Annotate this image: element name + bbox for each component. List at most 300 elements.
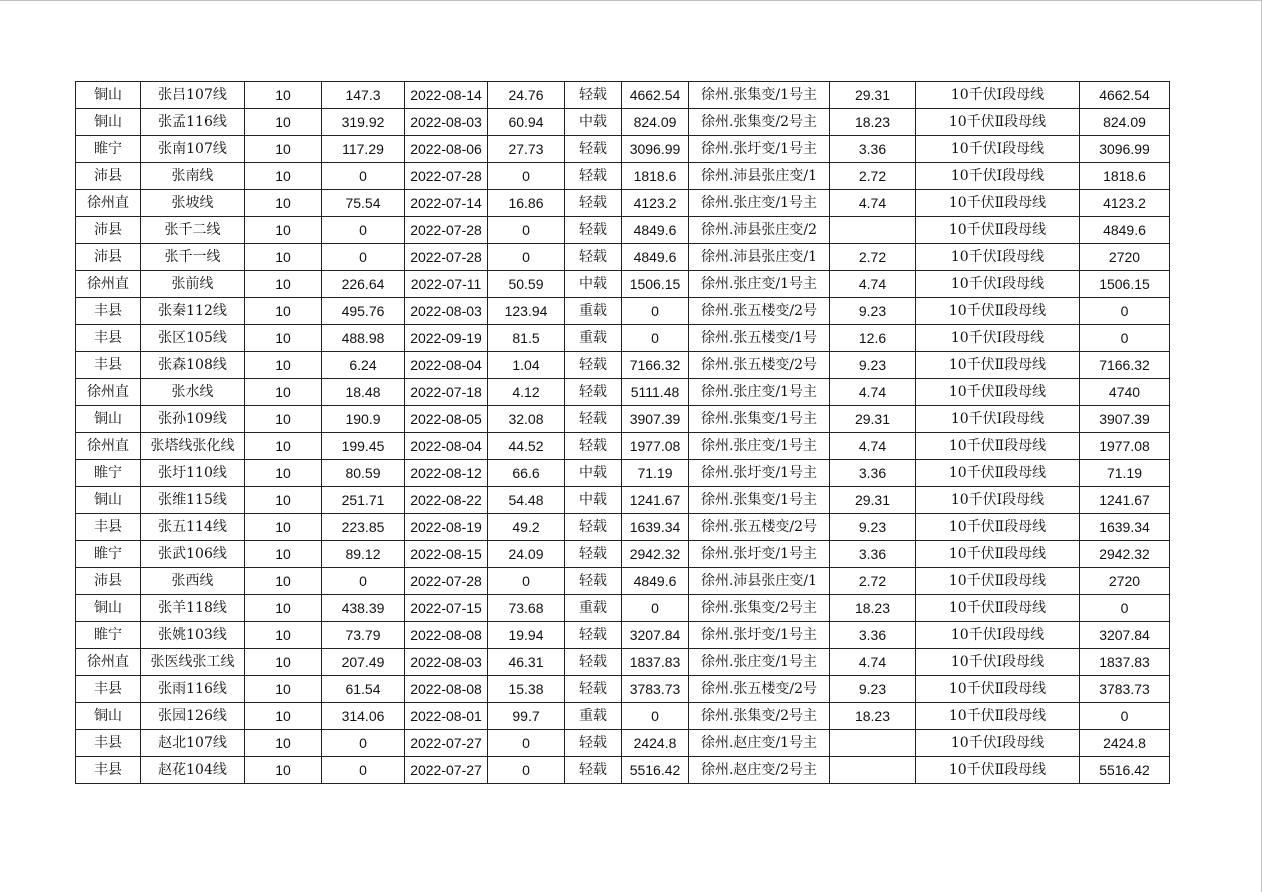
cell-allowable-capacity: 5516.42 <box>1080 757 1170 784</box>
cell-busbar: 10千伏Ⅰ段母线 <box>916 622 1080 649</box>
cell-busbar: 10千伏Ⅰ段母线 <box>916 487 1080 514</box>
cell-transformer-load-rate: 18.23 <box>830 109 916 136</box>
cell-load-rate: 60.94 <box>488 109 565 136</box>
cell-load-rate: 0 <box>488 757 565 784</box>
cell-busbar: 10千伏Ⅰ段母线 <box>916 649 1080 676</box>
cell-line-name: 张维115线 <box>141 487 245 514</box>
cell-max-current: 223.85 <box>322 514 405 541</box>
cell-busbar: 10千伏Ⅰ段母线 <box>916 271 1080 298</box>
cell-available-capacity: 1818.6 <box>622 163 689 190</box>
cell-busbar: 10千伏Ⅰ段母线 <box>916 244 1080 271</box>
table-row <box>76 433 1170 460</box>
cell-region: 睢宁 <box>76 622 141 649</box>
cell-line-name: 张南线 <box>141 163 245 190</box>
cell-date: 2022-07-18 <box>405 379 488 406</box>
cell-voltage: 10 <box>245 595 322 622</box>
cell-region: 丰县 <box>76 757 141 784</box>
cell-substation-transformer: 徐州.张五楼变/1号 <box>689 325 830 352</box>
cell-substation-transformer: 徐州.张庄变/1号主 <box>689 433 830 460</box>
cell-voltage: 10 <box>245 757 322 784</box>
cell-voltage: 10 <box>245 82 322 109</box>
cell-load-status: 轻载 <box>565 406 622 433</box>
cell-line-name: 张区105线 <box>141 325 245 352</box>
cell-transformer-load-rate: 9.23 <box>830 298 916 325</box>
cell-line-name: 张孟116线 <box>141 109 245 136</box>
cell-max-current: 319.92 <box>322 109 405 136</box>
cell-busbar: 10千伏Ⅱ段母线 <box>916 433 1080 460</box>
cell-transformer-load-rate: 29.31 <box>830 406 916 433</box>
cell-available-capacity: 4123.2 <box>622 190 689 217</box>
cell-load-rate: 54.48 <box>488 487 565 514</box>
cell-region: 徐州直 <box>76 433 141 460</box>
cell-transformer-load-rate: 12.6 <box>830 325 916 352</box>
cell-line-name: 张千二线 <box>141 217 245 244</box>
cell-allowable-capacity: 824.09 <box>1080 109 1170 136</box>
cell-transformer-load-rate: 3.36 <box>830 541 916 568</box>
cell-load-status: 轻载 <box>565 163 622 190</box>
cell-voltage: 10 <box>245 730 322 757</box>
table-row <box>76 217 1170 244</box>
cell-max-current: 488.98 <box>322 325 405 352</box>
cell-load-status: 中载 <box>565 487 622 514</box>
cell-available-capacity: 1977.08 <box>622 433 689 460</box>
cell-max-current: 0 <box>322 244 405 271</box>
cell-line-name: 张塔线张化线 <box>141 433 245 460</box>
cell-load-status: 轻载 <box>565 244 622 271</box>
cell-region: 睢宁 <box>76 541 141 568</box>
cell-available-capacity: 2942.32 <box>622 541 689 568</box>
cell-load-status: 轻载 <box>565 190 622 217</box>
cell-allowable-capacity: 3783.73 <box>1080 676 1170 703</box>
cell-allowable-capacity: 1506.15 <box>1080 271 1170 298</box>
cell-line-name: 张南107线 <box>141 136 245 163</box>
cell-line-name: 张水线 <box>141 379 245 406</box>
cell-voltage: 10 <box>245 217 322 244</box>
cell-allowable-capacity: 1837.83 <box>1080 649 1170 676</box>
cell-load-status: 重载 <box>565 325 622 352</box>
cell-available-capacity: 0 <box>622 298 689 325</box>
cell-voltage: 10 <box>245 379 322 406</box>
cell-max-current: 75.54 <box>322 190 405 217</box>
cell-load-rate: 0 <box>488 568 565 595</box>
cell-available-capacity: 3783.73 <box>622 676 689 703</box>
cell-busbar: 10千伏Ⅱ段母线 <box>916 514 1080 541</box>
cell-transformer-load-rate: 4.74 <box>830 649 916 676</box>
cell-available-capacity: 71.19 <box>622 460 689 487</box>
cell-load-rate: 16.86 <box>488 190 565 217</box>
cell-load-rate: 81.5 <box>488 325 565 352</box>
cell-voltage: 10 <box>245 514 322 541</box>
cell-allowable-capacity: 1241.67 <box>1080 487 1170 514</box>
cell-date: 2022-08-03 <box>405 109 488 136</box>
cell-transformer-load-rate: 4.74 <box>830 433 916 460</box>
cell-allowable-capacity: 1639.34 <box>1080 514 1170 541</box>
cell-load-rate: 0 <box>488 244 565 271</box>
cell-date: 2022-08-15 <box>405 541 488 568</box>
cell-date: 2022-07-28 <box>405 244 488 271</box>
cell-transformer-load-rate <box>830 217 916 244</box>
cell-substation-transformer: 徐州.张庄变/1号主 <box>689 271 830 298</box>
cell-available-capacity: 0 <box>622 325 689 352</box>
cell-load-rate: 0 <box>488 730 565 757</box>
cell-substation-transformer: 徐州.张集变/1号主 <box>689 487 830 514</box>
cell-max-current: 147.3 <box>322 82 405 109</box>
cell-substation-transformer: 徐州.沛县张庄变/1 <box>689 163 830 190</box>
cell-max-current: 199.45 <box>322 433 405 460</box>
cell-load-rate: 49.2 <box>488 514 565 541</box>
cell-substation-transformer: 徐州.张圩变/1号主 <box>689 541 830 568</box>
cell-available-capacity: 1837.83 <box>622 649 689 676</box>
table-body <box>76 82 1170 784</box>
cell-region: 丰县 <box>76 352 141 379</box>
cell-max-current: 495.76 <box>322 298 405 325</box>
table-row <box>76 109 1170 136</box>
cell-allowable-capacity: 3207.84 <box>1080 622 1170 649</box>
cell-substation-transformer: 徐州.张集变/1号主 <box>689 82 830 109</box>
cell-voltage: 10 <box>245 298 322 325</box>
cell-line-name: 张秦112线 <box>141 298 245 325</box>
cell-allowable-capacity: 1977.08 <box>1080 433 1170 460</box>
cell-available-capacity: 1639.34 <box>622 514 689 541</box>
cell-region: 丰县 <box>76 325 141 352</box>
cell-allowable-capacity: 2942.32 <box>1080 541 1170 568</box>
cell-allowable-capacity: 0 <box>1080 703 1170 730</box>
cell-load-rate: 0 <box>488 163 565 190</box>
cell-date: 2022-08-12 <box>405 460 488 487</box>
cell-date: 2022-08-14 <box>405 82 488 109</box>
cell-load-status: 轻载 <box>565 757 622 784</box>
cell-voltage: 10 <box>245 622 322 649</box>
cell-voltage: 10 <box>245 163 322 190</box>
cell-busbar: 10千伏Ⅱ段母线 <box>916 109 1080 136</box>
cell-date: 2022-08-03 <box>405 649 488 676</box>
cell-available-capacity: 4849.6 <box>622 217 689 244</box>
cell-busbar: 10千伏Ⅱ段母线 <box>916 676 1080 703</box>
table-row <box>76 595 1170 622</box>
cell-load-status: 重载 <box>565 595 622 622</box>
feeder-load-table <box>75 81 1170 784</box>
cell-date: 2022-08-03 <box>405 298 488 325</box>
cell-allowable-capacity: 2424.8 <box>1080 730 1170 757</box>
cell-load-status: 中载 <box>565 271 622 298</box>
cell-transformer-load-rate: 3.36 <box>830 460 916 487</box>
cell-substation-transformer: 徐州.张五楼变/2号 <box>689 514 830 541</box>
cell-allowable-capacity: 2720 <box>1080 244 1170 271</box>
cell-busbar: 10千伏Ⅱ段母线 <box>916 568 1080 595</box>
cell-region: 铜山 <box>76 703 141 730</box>
cell-line-name: 张圩110线 <box>141 460 245 487</box>
table-row <box>76 298 1170 325</box>
cell-line-name: 张前线 <box>141 271 245 298</box>
cell-substation-transformer: 徐州.张集变/2号主 <box>689 595 830 622</box>
cell-substation-transformer: 徐州.张五楼变/2号 <box>689 676 830 703</box>
cell-region: 铜山 <box>76 406 141 433</box>
cell-substation-transformer: 徐州.张集变/1号主 <box>689 406 830 433</box>
cell-load-status: 轻载 <box>565 676 622 703</box>
cell-voltage: 10 <box>245 325 322 352</box>
table-row <box>76 244 1170 271</box>
table-row <box>76 757 1170 784</box>
cell-region: 铜山 <box>76 82 141 109</box>
cell-max-current: 0 <box>322 568 405 595</box>
cell-max-current: 0 <box>322 217 405 244</box>
cell-line-name: 张姚103线 <box>141 622 245 649</box>
cell-line-name: 张雨116线 <box>141 676 245 703</box>
cell-transformer-load-rate: 4.74 <box>830 271 916 298</box>
cell-line-name: 张坡线 <box>141 190 245 217</box>
cell-max-current: 0 <box>322 730 405 757</box>
cell-date: 2022-07-11 <box>405 271 488 298</box>
cell-region: 丰县 <box>76 676 141 703</box>
cell-substation-transformer: 徐州.张五楼变/2号 <box>689 298 830 325</box>
cell-substation-transformer: 徐州.张庄变/1号主 <box>689 190 830 217</box>
cell-available-capacity: 7166.32 <box>622 352 689 379</box>
cell-busbar: 10千伏Ⅰ段母线 <box>916 406 1080 433</box>
cell-load-rate: 99.7 <box>488 703 565 730</box>
cell-substation-transformer: 徐州.张庄变/1号主 <box>689 649 830 676</box>
cell-load-rate: 44.52 <box>488 433 565 460</box>
table-row <box>76 622 1170 649</box>
cell-line-name: 张吕107线 <box>141 82 245 109</box>
cell-allowable-capacity: 0 <box>1080 298 1170 325</box>
cell-transformer-load-rate: 2.72 <box>830 244 916 271</box>
cell-available-capacity: 0 <box>622 703 689 730</box>
table-row <box>76 136 1170 163</box>
cell-load-rate: 24.76 <box>488 82 565 109</box>
cell-load-rate: 46.31 <box>488 649 565 676</box>
cell-region: 铜山 <box>76 109 141 136</box>
cell-line-name: 张千一线 <box>141 244 245 271</box>
cell-busbar: 10千伏Ⅱ段母线 <box>916 352 1080 379</box>
cell-region: 徐州直 <box>76 190 141 217</box>
cell-max-current: 61.54 <box>322 676 405 703</box>
cell-voltage: 10 <box>245 244 322 271</box>
cell-date: 2022-07-15 <box>405 595 488 622</box>
cell-load-status: 轻载 <box>565 514 622 541</box>
cell-max-current: 314.06 <box>322 703 405 730</box>
cell-busbar: 10千伏Ⅱ段母线 <box>916 541 1080 568</box>
table-row <box>76 460 1170 487</box>
cell-transformer-load-rate: 9.23 <box>830 514 916 541</box>
cell-region: 徐州直 <box>76 379 141 406</box>
cell-transformer-load-rate: 9.23 <box>830 676 916 703</box>
cell-line-name: 张森108线 <box>141 352 245 379</box>
cell-load-status: 轻载 <box>565 82 622 109</box>
table-row <box>76 487 1170 514</box>
cell-load-rate: 32.08 <box>488 406 565 433</box>
cell-max-current: 438.39 <box>322 595 405 622</box>
cell-load-status: 重载 <box>565 298 622 325</box>
cell-load-status: 轻载 <box>565 352 622 379</box>
cell-load-status: 轻载 <box>565 622 622 649</box>
cell-line-name: 张西线 <box>141 568 245 595</box>
cell-region: 铜山 <box>76 487 141 514</box>
cell-load-status: 轻载 <box>565 379 622 406</box>
cell-date: 2022-08-19 <box>405 514 488 541</box>
cell-date: 2022-08-08 <box>405 676 488 703</box>
cell-line-name: 赵花104线 <box>141 757 245 784</box>
cell-transformer-load-rate: 29.31 <box>830 82 916 109</box>
cell-substation-transformer: 徐州.张庄变/1号主 <box>689 379 830 406</box>
cell-region: 沛县 <box>76 217 141 244</box>
cell-busbar: 10千伏Ⅱ段母线 <box>916 217 1080 244</box>
cell-voltage: 10 <box>245 541 322 568</box>
table-row <box>76 379 1170 406</box>
cell-date: 2022-07-28 <box>405 163 488 190</box>
cell-load-status: 中载 <box>565 460 622 487</box>
cell-available-capacity: 3096.99 <box>622 136 689 163</box>
cell-voltage: 10 <box>245 271 322 298</box>
cell-line-name: 张五114线 <box>141 514 245 541</box>
cell-max-current: 207.49 <box>322 649 405 676</box>
cell-region: 沛县 <box>76 244 141 271</box>
cell-available-capacity: 4849.6 <box>622 568 689 595</box>
cell-transformer-load-rate <box>830 757 916 784</box>
table-row <box>76 676 1170 703</box>
cell-substation-transformer: 徐州.赵庄变/1号主 <box>689 730 830 757</box>
cell-region: 睢宁 <box>76 136 141 163</box>
cell-allowable-capacity: 4849.6 <box>1080 217 1170 244</box>
cell-busbar: 10千伏Ⅱ段母线 <box>916 703 1080 730</box>
cell-busbar: 10千伏Ⅱ段母线 <box>916 595 1080 622</box>
cell-voltage: 10 <box>245 352 322 379</box>
cell-max-current: 251.71 <box>322 487 405 514</box>
cell-voltage: 10 <box>245 568 322 595</box>
cell-date: 2022-07-27 <box>405 757 488 784</box>
cell-voltage: 10 <box>245 649 322 676</box>
cell-busbar: 10千伏Ⅰ段母线 <box>916 136 1080 163</box>
cell-allowable-capacity: 3096.99 <box>1080 136 1170 163</box>
cell-available-capacity: 3907.39 <box>622 406 689 433</box>
cell-transformer-load-rate: 18.23 <box>830 703 916 730</box>
cell-substation-transformer: 徐州.张圩变/1号主 <box>689 622 830 649</box>
cell-allowable-capacity: 4123.2 <box>1080 190 1170 217</box>
cell-region: 睢宁 <box>76 460 141 487</box>
cell-load-status: 轻载 <box>565 217 622 244</box>
cell-load-status: 中载 <box>565 109 622 136</box>
cell-busbar: 10千伏Ⅰ段母线 <box>916 82 1080 109</box>
cell-load-rate: 4.12 <box>488 379 565 406</box>
cell-region: 丰县 <box>76 298 141 325</box>
cell-max-current: 0 <box>322 757 405 784</box>
cell-transformer-load-rate <box>830 730 916 757</box>
cell-available-capacity: 2424.8 <box>622 730 689 757</box>
cell-substation-transformer: 徐州.沛县张庄变/1 <box>689 568 830 595</box>
cell-region: 徐州直 <box>76 649 141 676</box>
cell-transformer-load-rate: 4.74 <box>830 190 916 217</box>
cell-transformer-load-rate: 2.72 <box>830 163 916 190</box>
table-row <box>76 325 1170 352</box>
cell-region: 铜山 <box>76 595 141 622</box>
cell-date: 2022-07-28 <box>405 568 488 595</box>
cell-transformer-load-rate: 9.23 <box>830 352 916 379</box>
cell-max-current: 117.29 <box>322 136 405 163</box>
cell-load-rate: 123.94 <box>488 298 565 325</box>
cell-load-rate: 50.59 <box>488 271 565 298</box>
cell-line-name: 张羊118线 <box>141 595 245 622</box>
cell-available-capacity: 824.09 <box>622 109 689 136</box>
cell-date: 2022-07-14 <box>405 190 488 217</box>
cell-max-current: 6.24 <box>322 352 405 379</box>
cell-busbar: 10千伏Ⅱ段母线 <box>916 298 1080 325</box>
cell-voltage: 10 <box>245 406 322 433</box>
cell-max-current: 89.12 <box>322 541 405 568</box>
table-row <box>76 82 1170 109</box>
cell-date: 2022-07-28 <box>405 217 488 244</box>
cell-substation-transformer: 徐州.张集变/2号主 <box>689 703 830 730</box>
cell-voltage: 10 <box>245 136 322 163</box>
cell-allowable-capacity: 71.19 <box>1080 460 1170 487</box>
cell-load-status: 轻载 <box>565 568 622 595</box>
cell-transformer-load-rate: 2.72 <box>830 568 916 595</box>
cell-date: 2022-08-22 <box>405 487 488 514</box>
cell-max-current: 73.79 <box>322 622 405 649</box>
cell-allowable-capacity: 0 <box>1080 595 1170 622</box>
cell-max-current: 0 <box>322 163 405 190</box>
cell-max-current: 18.48 <box>322 379 405 406</box>
table-row <box>76 190 1170 217</box>
cell-available-capacity: 5111.48 <box>622 379 689 406</box>
cell-load-status: 重载 <box>565 703 622 730</box>
cell-load-status: 轻载 <box>565 730 622 757</box>
cell-allowable-capacity: 1818.6 <box>1080 163 1170 190</box>
cell-allowable-capacity: 2720 <box>1080 568 1170 595</box>
cell-available-capacity: 5516.42 <box>622 757 689 784</box>
cell-voltage: 10 <box>245 460 322 487</box>
table-row <box>76 649 1170 676</box>
cell-available-capacity: 1241.67 <box>622 487 689 514</box>
cell-substation-transformer: 徐州.赵庄变/2号主 <box>689 757 830 784</box>
cell-load-rate: 0 <box>488 217 565 244</box>
cell-load-status: 轻载 <box>565 541 622 568</box>
cell-load-rate: 27.73 <box>488 136 565 163</box>
cell-date: 2022-08-04 <box>405 433 488 460</box>
cell-region: 丰县 <box>76 514 141 541</box>
cell-busbar: 10千伏Ⅱ段母线 <box>916 190 1080 217</box>
cell-max-current: 80.59 <box>322 460 405 487</box>
cell-available-capacity: 4849.6 <box>622 244 689 271</box>
cell-load-status: 轻载 <box>565 649 622 676</box>
cell-line-name: 张医线张工线 <box>141 649 245 676</box>
cell-substation-transformer: 徐州.沛县张庄变/2 <box>689 217 830 244</box>
cell-available-capacity: 3207.84 <box>622 622 689 649</box>
cell-date: 2022-08-06 <box>405 136 488 163</box>
cell-busbar: 10千伏Ⅱ段母线 <box>916 379 1080 406</box>
cell-region: 沛县 <box>76 163 141 190</box>
cell-allowable-capacity: 4662.54 <box>1080 82 1170 109</box>
table-row <box>76 568 1170 595</box>
cell-available-capacity: 0 <box>622 595 689 622</box>
cell-substation-transformer: 徐州.张五楼变/2号 <box>689 352 830 379</box>
cell-voltage: 10 <box>245 703 322 730</box>
cell-allowable-capacity: 7166.32 <box>1080 352 1170 379</box>
cell-available-capacity: 4662.54 <box>622 82 689 109</box>
cell-allowable-capacity: 4740 <box>1080 379 1170 406</box>
cell-load-rate: 73.68 <box>488 595 565 622</box>
table-row <box>76 406 1170 433</box>
cell-transformer-load-rate: 4.74 <box>830 379 916 406</box>
cell-max-current: 190.9 <box>322 406 405 433</box>
cell-voltage: 10 <box>245 433 322 460</box>
cell-allowable-capacity: 0 <box>1080 325 1170 352</box>
cell-substation-transformer: 徐州.张圩变/1号主 <box>689 460 830 487</box>
cell-date: 2022-09-19 <box>405 325 488 352</box>
cell-date: 2022-08-05 <box>405 406 488 433</box>
cell-date: 2022-08-01 <box>405 703 488 730</box>
cell-voltage: 10 <box>245 109 322 136</box>
cell-busbar: 10千伏Ⅰ段母线 <box>916 730 1080 757</box>
cell-date: 2022-07-27 <box>405 730 488 757</box>
